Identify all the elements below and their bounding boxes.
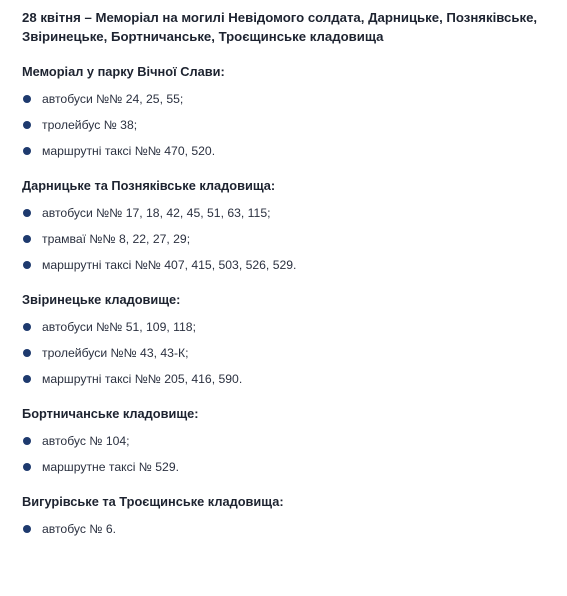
- bullet-icon: [23, 349, 31, 357]
- bullet-icon: [23, 437, 31, 445]
- bullet-icon: [23, 463, 31, 471]
- list-item: [22, 319, 555, 335]
- list-item-text: маршрутне таксі № 529.: [42, 460, 179, 474]
- section-title: Звіринецьке кладовище:: [22, 292, 181, 307]
- transport-list: [22, 319, 555, 387]
- list-item: [22, 143, 555, 159]
- list-item: [22, 91, 555, 107]
- section-memorial: [22, 64, 555, 159]
- section-title: Дарницьке та Позняківське кладовища:: [22, 178, 276, 193]
- list-item: [22, 371, 555, 387]
- bullet-icon: [23, 147, 31, 155]
- list-item: [22, 205, 555, 221]
- bullet-icon: [23, 375, 31, 383]
- list-item-text: автобус № 104;: [42, 434, 130, 448]
- page-heading: 28 квітня – Меморіал на могилі Невідомого солдата, Дарницьке, Позняківське, Звіринецьке, Бортничанське, Троєщинське кладовища: [22, 10, 538, 44]
- list-item-text: тролейбус № 38;: [42, 118, 138, 132]
- list-item: [22, 433, 555, 449]
- bullet-icon: [23, 121, 31, 129]
- transport-list: [22, 433, 555, 475]
- bullet-icon: [23, 261, 31, 269]
- list-item-text: автобуси №№ 51, 109, 118;: [42, 320, 196, 334]
- transport-list: [22, 91, 555, 159]
- list-item-text: маршрутні таксі №№ 470, 520.: [42, 144, 216, 158]
- list-item-text: автобуси №№ 24, 25, 55;: [42, 92, 184, 106]
- section-title: Меморіал у парку Вічної Слави:: [22, 64, 225, 79]
- section-bortnychanske: [22, 406, 555, 475]
- list-item-text: маршрутні таксі №№ 205, 416, 590.: [42, 372, 243, 386]
- section-title: Бортничанське кладовище:: [22, 406, 199, 421]
- section-title: Вигурівське та Троєщинське кладовища:: [22, 494, 284, 509]
- list-item: [22, 459, 555, 475]
- bullet-icon: [23, 525, 31, 533]
- list-item: [22, 257, 555, 273]
- bullet-icon: [23, 95, 31, 103]
- list-item-text: трамваї №№ 8, 22, 27, 29;: [42, 232, 191, 246]
- bullet-icon: [23, 235, 31, 243]
- section-zvirynetske: [22, 292, 555, 387]
- bullet-icon: [23, 323, 31, 331]
- section-vyhurivske-troieshchynske: [22, 494, 555, 537]
- list-item-text: тролейбуси №№ 43, 43-К;: [42, 346, 189, 360]
- list-item-text: автобус № 6.: [42, 522, 116, 536]
- list-item: [22, 521, 555, 537]
- list-item: [22, 117, 555, 133]
- list-item: [22, 345, 555, 361]
- list-item-text: автобуси №№ 17, 18, 42, 45, 51, 63, 115;: [42, 206, 271, 220]
- transport-list: [22, 205, 555, 273]
- section-darnytske-pozniakivske: [22, 178, 555, 273]
- list-item-text: маршрутні таксі №№ 407, 415, 503, 526, 529.: [42, 258, 297, 272]
- transport-list: [22, 521, 555, 537]
- bullet-icon: [23, 209, 31, 217]
- list-item: [22, 231, 555, 247]
